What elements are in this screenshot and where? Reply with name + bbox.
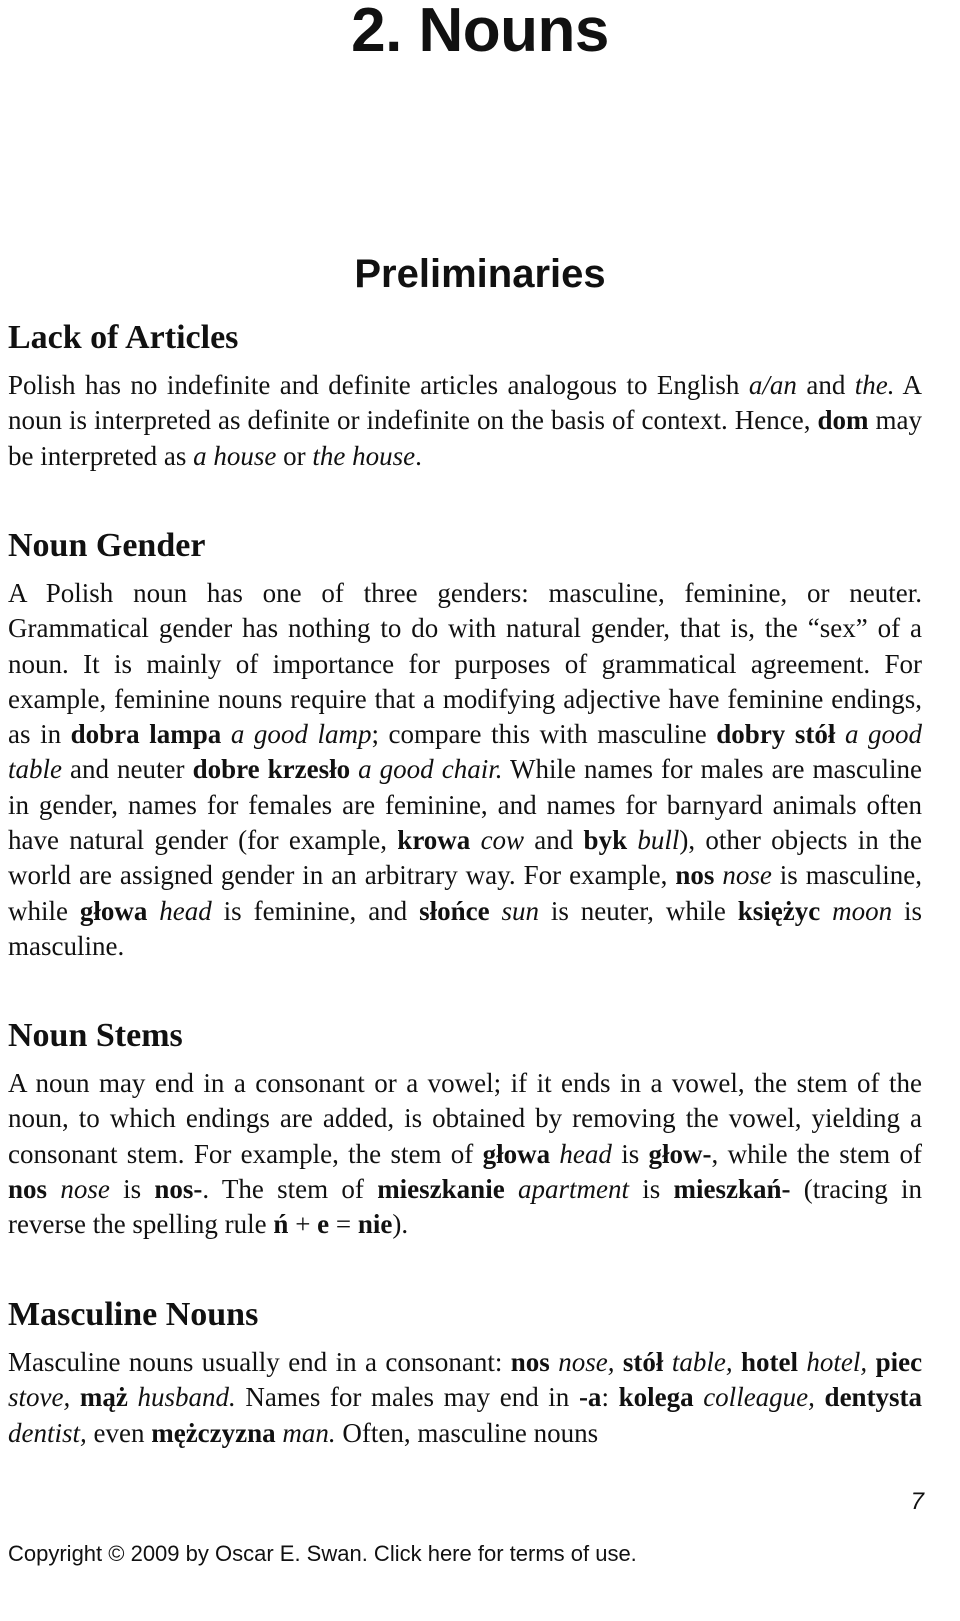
english-gloss: a house bbox=[193, 440, 277, 471]
body-text: Masculine nouns usually end in a consonant: bbox=[8, 1347, 511, 1377]
body-text: ; compare this with masculine bbox=[371, 719, 717, 750]
body-text: . bbox=[415, 440, 422, 471]
body-text: Often, masculine nouns bbox=[335, 1417, 599, 1448]
body-text: is feminine, and bbox=[211, 895, 420, 926]
english-gloss: the house bbox=[312, 440, 416, 471]
english-gloss: bull bbox=[637, 825, 680, 856]
body-text: may be interpreted as bbox=[8, 405, 922, 471]
english-gloss: colleague, bbox=[703, 1382, 815, 1413]
english-gloss: hotel, bbox=[806, 1347, 868, 1377]
body-text bbox=[733, 1347, 741, 1377]
english-gloss: dentist, bbox=[8, 1417, 87, 1448]
polish-term: nos bbox=[675, 860, 715, 891]
body-text: Names for males may end in bbox=[235, 1382, 579, 1413]
body-text: Polish has no indefinite and definite articles analogous to English bbox=[8, 370, 749, 400]
body-text: is masculine, while bbox=[8, 860, 923, 926]
english-gloss: a good table bbox=[8, 719, 923, 785]
body-text bbox=[627, 825, 637, 855]
body-text bbox=[835, 719, 845, 749]
english-gloss: cow bbox=[480, 825, 525, 856]
body-text bbox=[147, 896, 159, 926]
english-gloss: nose bbox=[60, 1173, 110, 1204]
body-text bbox=[820, 896, 832, 926]
polish-term: dobra lampa bbox=[70, 719, 222, 750]
polish-term: słońce bbox=[419, 895, 490, 926]
heading-masculine-nouns: Masculine Nouns bbox=[8, 1296, 259, 1333]
heading-noun-stems: Noun Stems bbox=[8, 1017, 183, 1054]
body-text bbox=[663, 1347, 671, 1377]
english-gloss: the. bbox=[854, 370, 895, 400]
polish-term: dobry stół bbox=[716, 719, 836, 750]
polish-term: księżyc bbox=[737, 895, 821, 926]
body-text bbox=[694, 1382, 704, 1412]
body-text: . The stem of bbox=[202, 1173, 378, 1204]
polish-term: mąż bbox=[79, 1382, 128, 1413]
body-text bbox=[350, 754, 358, 784]
polish-term: -a bbox=[578, 1382, 602, 1413]
body-text: and neuter bbox=[62, 754, 193, 785]
english-gloss: head bbox=[559, 1138, 612, 1169]
body-text bbox=[490, 896, 502, 926]
body-text: and bbox=[524, 825, 584, 856]
body-text bbox=[505, 1174, 518, 1204]
body-text bbox=[70, 1382, 80, 1412]
english-gloss: moon bbox=[832, 895, 893, 926]
heading-lack-of-articles: Lack of Articles bbox=[8, 319, 239, 356]
paragraph-noun-stems bbox=[8, 1066, 922, 1242]
body-text: ). bbox=[392, 1209, 409, 1240]
body-text bbox=[550, 1347, 558, 1377]
polish-term: krowa bbox=[397, 825, 471, 856]
polish-term: piec bbox=[875, 1347, 923, 1377]
english-gloss: stove, bbox=[8, 1382, 71, 1413]
chapter-title: 2. Nouns bbox=[351, 0, 609, 65]
body-text bbox=[614, 1347, 622, 1377]
body-text: is bbox=[628, 1173, 674, 1204]
body-text: (tracing in reverse the spelling rule bbox=[8, 1173, 923, 1240]
polish-term: byk bbox=[583, 825, 628, 856]
body-text bbox=[470, 825, 480, 855]
english-gloss: husband. bbox=[137, 1382, 236, 1413]
polish-term: dentysta bbox=[824, 1382, 923, 1413]
section-title: Preliminaries bbox=[354, 252, 606, 296]
paragraph-noun-gender bbox=[8, 576, 922, 964]
body-text: is bbox=[611, 1138, 649, 1169]
english-gloss: head bbox=[159, 895, 212, 926]
english-gloss: man. bbox=[282, 1417, 336, 1448]
body-text: is neuter, while bbox=[539, 895, 738, 926]
copyright-footer-link[interactable]: Copyright © 2009 by Oscar E. Swan. Click here for terms of use. bbox=[8, 1541, 637, 1566]
body-text bbox=[47, 1174, 60, 1204]
polish-term: nie bbox=[357, 1209, 393, 1240]
polish-term: mężczyzna bbox=[151, 1417, 276, 1448]
body-text: = bbox=[329, 1209, 358, 1240]
body-text: ), other objects in the world are assigned gender in an arbitrary way. For example, bbox=[8, 825, 923, 891]
page-number: 7 bbox=[910, 1488, 924, 1515]
english-gloss: sun bbox=[501, 895, 539, 926]
polish-term: mieszkań- bbox=[673, 1173, 791, 1204]
body-text: A noun is interpreted as definite or indefinite on the basis of context. Hence, bbox=[8, 370, 922, 436]
body-text bbox=[550, 1139, 559, 1169]
heading-noun-gender: Noun Gender bbox=[8, 527, 206, 564]
polish-term: nos bbox=[510, 1347, 550, 1377]
polish-term: głowa bbox=[482, 1138, 551, 1169]
polish-term: nos- bbox=[154, 1173, 203, 1204]
english-gloss: a good lamp bbox=[230, 719, 372, 750]
paragraph-lack-of-articles bbox=[8, 368, 922, 474]
polish-term: hotel bbox=[741, 1347, 798, 1377]
body-text: A noun may end in a consonant or a vowel; if it ends in a vowel, the stem of the noun, to which endings are added, is obtained by removing the vowel, yielding a consonant stem. For example, the stem of bbox=[8, 1068, 922, 1169]
body-text bbox=[867, 1347, 875, 1377]
body-text bbox=[815, 1382, 825, 1412]
body-text: : bbox=[601, 1382, 619, 1413]
polish-term: dobre krzesło bbox=[192, 754, 351, 785]
english-gloss: nose, bbox=[558, 1347, 615, 1377]
english-gloss: a good chair. bbox=[358, 754, 503, 785]
body-text: While names for males are masculine in gender, names for females are feminine, and names for barnyard animals often have natural gender (for example, bbox=[8, 754, 923, 856]
polish-term: głow- bbox=[648, 1138, 712, 1169]
english-gloss: a/an bbox=[748, 370, 797, 400]
body-text bbox=[221, 719, 231, 749]
polish-term: głowa bbox=[79, 895, 148, 926]
polish-term: kolega bbox=[618, 1382, 694, 1413]
polish-term: nos bbox=[8, 1173, 48, 1204]
body-text: is masculine. bbox=[8, 895, 923, 961]
polish-term: mieszkanie bbox=[377, 1173, 505, 1204]
polish-term: e bbox=[317, 1209, 330, 1240]
body-text: A Polish noun has one of three genders: masculine, feminine, or neuter. Grammatical gender has nothing to do with natural gender, that is, the “sex” of a noun. It is mainly of importance for purposes of grammatical agreement. For example, feminine nouns require that a modifying adjective have feminine endings, as in bbox=[8, 578, 922, 750]
polish-term: stół bbox=[622, 1347, 664, 1377]
polish-term: ń bbox=[273, 1209, 289, 1240]
english-gloss: nose bbox=[722, 860, 772, 891]
polish-term: dom bbox=[817, 405, 869, 436]
body-text: , while the stem of bbox=[711, 1138, 922, 1169]
body-text: is bbox=[109, 1173, 155, 1204]
english-gloss: apartment bbox=[517, 1173, 629, 1204]
body-text: even bbox=[86, 1417, 152, 1448]
paragraph-masculine-nouns bbox=[8, 1345, 922, 1451]
body-text: and bbox=[796, 370, 855, 400]
body-text: + bbox=[288, 1209, 318, 1240]
body-text: or bbox=[276, 440, 313, 471]
english-gloss: table, bbox=[671, 1347, 733, 1377]
